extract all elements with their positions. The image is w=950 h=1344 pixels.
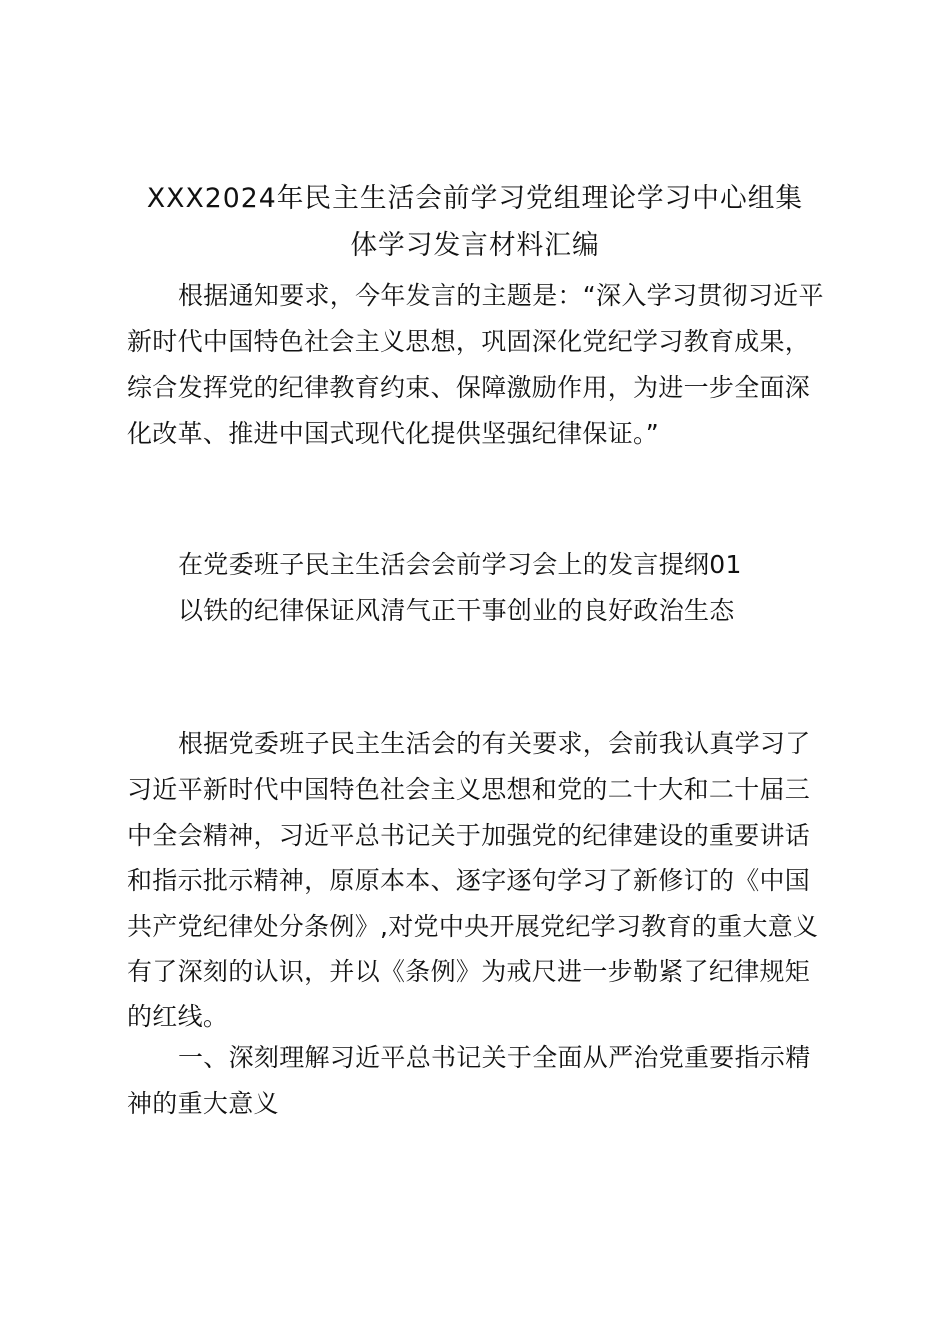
body-line-7: 的红线。 [127, 1002, 229, 1031]
body-line-4: 和指示批示精神，原原本本、逐字逐句学习了新修订的《中国 [127, 866, 811, 895]
point-heading-line-2: 神的重大意义 [127, 1089, 279, 1118]
intro-line-3: 综合发挥党的纪律教育约束、保障激励作用，为进一步全面深 [127, 373, 811, 402]
body-line-2: 习近平新时代中国特色社会主义思想和党的二十大和二十届三 [127, 775, 811, 804]
body-line-6: 有了深刻的认识，并以《条例》为戒尺进一步勒紧了纪律规矩 [127, 957, 811, 986]
section-heading-line-2: 以铁的纪律保证风清气正干事创业的良好政治生态 [178, 596, 735, 625]
document-title-line-1: XXX2024年民主生活会前学习党组理论学习中心组集 [146, 183, 804, 214]
intro-line-2: 新时代中国特色社会主义思想，巩固深化党纪学习教育成果， [127, 327, 811, 356]
body-line-5: 共产党纪律处分条例》,对党中央开展党纪学习教育的重大意义 [127, 912, 819, 941]
intro-line-4: 化改革、推进中国式现代化提供坚强纪律保证。” [127, 419, 660, 448]
document-title-line-2: 体学习发言材料汇编 [350, 230, 600, 261]
body-line-3: 中全会精神，习近平总书记关于加强党的纪律建设的重要讲话 [127, 821, 811, 850]
body-line-1: 根据党委班子民主生活会的有关要求，会前我认真学习了 [178, 729, 811, 758]
point-heading-line-1: 一、深刻理解习近平总书记关于全面从严治党重要指示精 [178, 1043, 811, 1072]
section-heading-line-1: 在党委班子民主生活会会前学习会上的发言提纲01 [178, 550, 742, 579]
intro-line-1: 根据通知要求，今年发言的主题是：“深入学习贯彻习近平 [178, 281, 824, 310]
